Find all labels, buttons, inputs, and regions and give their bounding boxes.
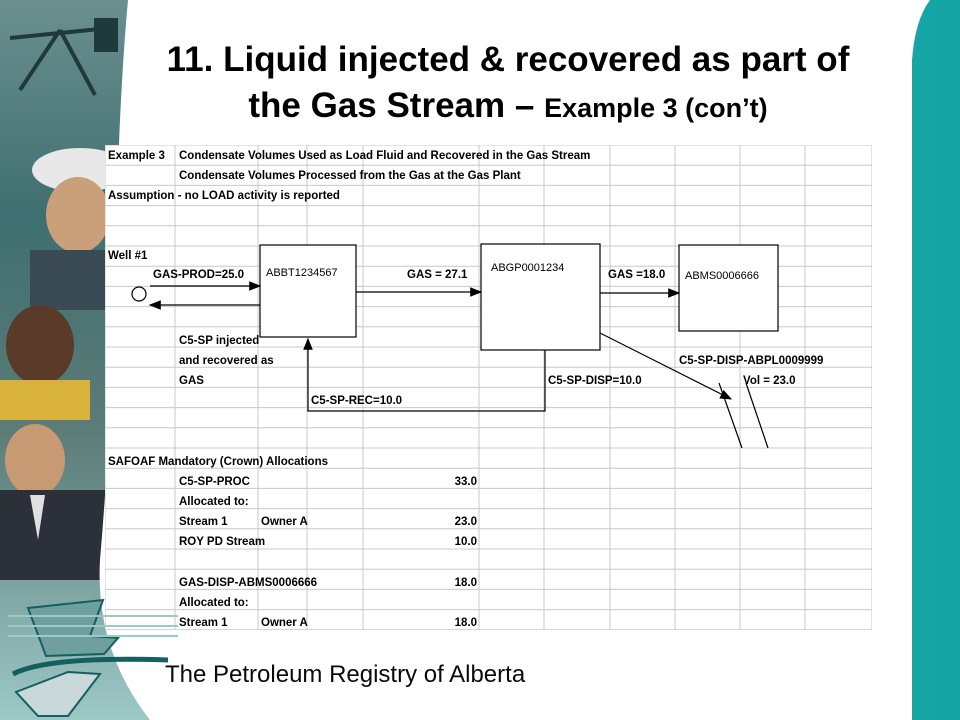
well-circle-icon (132, 287, 146, 301)
cell-stream1-b: Stream 1 (179, 617, 228, 629)
facility-box-abbt (260, 245, 356, 337)
facility-label-abbt: ABBT1234567 (266, 267, 338, 279)
cell-gas-word: GAS (179, 375, 204, 387)
cell-gas-27: GAS = 27.1 (407, 269, 468, 281)
cell-v10: 10.0 (454, 536, 477, 548)
cell-c5-disp: C5-SP-DISP=10.0 (548, 375, 642, 387)
cell-gas-prod: GAS-PROD=25.0 (153, 269, 245, 281)
slide-title-line-2 (128, 86, 888, 126)
cell-c5-proc: C5-SP-PROC (179, 476, 250, 488)
title-main-text: the Gas Stream – (248, 86, 545, 125)
cell-c5-disp-abpl: C5-SP-DISP-ABPL0009999 (679, 355, 824, 367)
cell-desc-2: Condensate Volumes Processed from the Gas at the Gas Plant (179, 170, 521, 182)
spreadsheet-flow-diagram (105, 145, 872, 630)
cell-v18b: 18.0 (454, 617, 477, 629)
title-subtitle-text: Example 3 (con’t) (544, 93, 768, 123)
cell-c5-injected: C5-SP injected (179, 335, 260, 347)
cell-gas-18: GAS =18.0 (608, 269, 666, 281)
facility-box-abms (679, 245, 778, 331)
cell-v18a: 18.0 (454, 577, 477, 589)
cell-owner-a-2: Owner A (261, 617, 308, 629)
cell-alloc-to-1: Allocated to: (179, 496, 249, 508)
cell-vol: Vol = 23.0 (743, 375, 796, 387)
cell-stream1-a: Stream 1 (179, 516, 228, 528)
facility-label-abgp: ABGP0001234 (491, 262, 565, 274)
cell-v23: 23.0 (454, 516, 477, 528)
cell-recovered-as: and recovered as (179, 355, 274, 367)
slide-title-line-1: 11. Liquid injected & recovered as part of (166, 40, 850, 79)
cell-example-label: Example 3 (108, 150, 165, 162)
cell-c5-rec: C5-SP-REC=10.0 (311, 395, 403, 407)
petroleum-registry-logo (8, 596, 178, 720)
cell-gas-disp: GAS-DISP-ABMS0006666 (179, 577, 318, 589)
cell-desc-1: Condensate Volumes Used as Load Fluid and Recovered in the Gas Stream (179, 150, 591, 162)
facility-box-abgp (481, 244, 600, 350)
cell-roy-pd: ROY PD Stream (179, 536, 266, 548)
cell-alloc-to-2: Allocated to: (179, 597, 249, 609)
cell-v33: 33.0 (454, 476, 477, 488)
footer-organization-name: The Petroleum Registry of Alberta (165, 661, 526, 688)
cell-safoaf: SAFOAF Mandatory (Crown) Allocations (108, 456, 328, 468)
cell-well: Well #1 (108, 250, 148, 262)
cell-assumption: Assumption - no LOAD activity is reported (108, 190, 340, 202)
cell-owner-a-1: Owner A (261, 516, 308, 528)
facility-label-abms: ABMS0006666 (685, 270, 759, 282)
